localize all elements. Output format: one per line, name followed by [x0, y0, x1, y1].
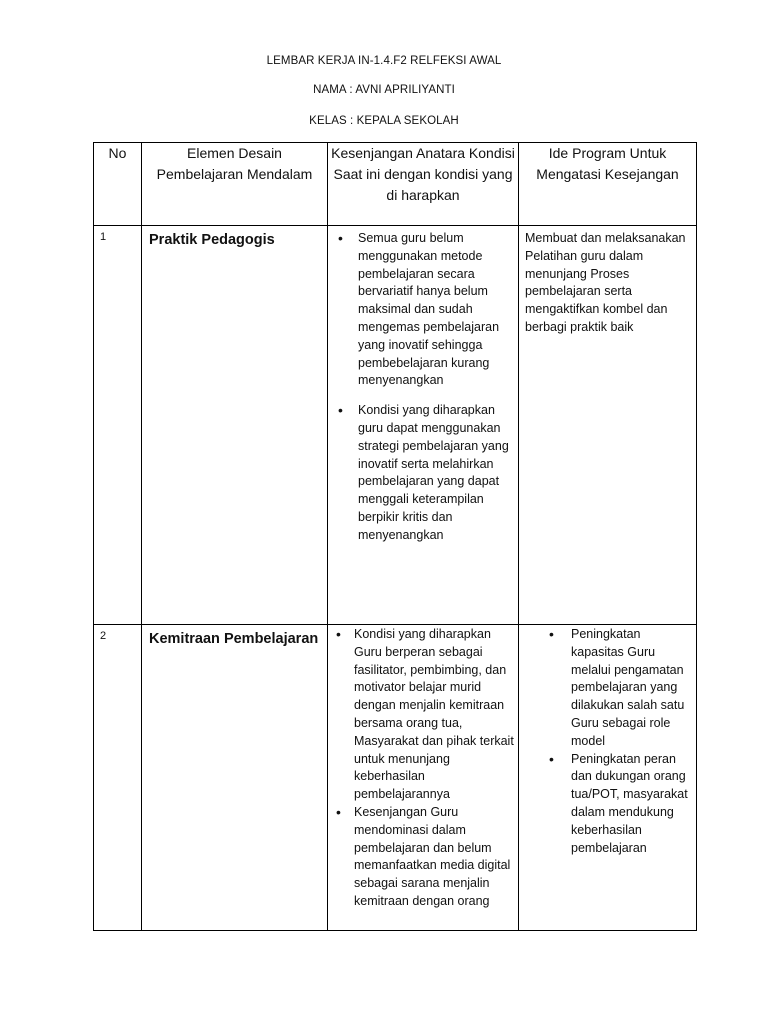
header-no: No	[94, 143, 142, 226]
element-name: Kemitraan Pembelajaran	[142, 625, 328, 931]
element-name: Praktik Pedagogis	[142, 226, 328, 625]
header-elemen: Elemen Desain Pembelajaran Mendalam	[142, 143, 328, 226]
list-item: • Kesenjangan Guru mendominasi dalam pembelajaran dan belum memanfaatkan media digital sebagai sarana menjalin kemitraan dengan orang	[328, 804, 514, 911]
header-kesenjangan: Kesenjangan Anatara Kondisi Saat ini dengan kondisi yang di harapkan	[328, 143, 519, 226]
program-idea-cell: Membuat dan melaksanakan Pelatihan guru dalam menunjang Proses pembelajaran serta mengaktifkan kombel dan berbagi praktik baik	[519, 226, 697, 625]
list-item: • Peningkatan kapasitas Guru melalui pengamatan pembelajaran yang dilakukan salah satu Guru sebagai role model	[519, 626, 692, 751]
list-item: • Kondisi yang diharapkan guru dapat menggunakan strategi pembelajaran yang inovatif serta melahirkan pembelajaran yang dapat menggali keterampilan berpikir kritis dan menyenangkan	[328, 402, 514, 544]
list-item: • Kondisi yang diharapkan Guru berperan sebagai fasilitator, pembimbing, dan motivator belajar murid dengan menjalin kemitraan bersama orang tua, Masyarakat dan pihak terkait untuk menunjang keberhasilan pembelajarannya	[328, 626, 514, 804]
list-item: • Semua guru belum menggunakan metode pembelajaran secara bervariatif hanya belum maksimal dan sudah mengemas pembelajaran yang inovatif sehingga pembebelajaran kurang menyenangkan	[328, 230, 514, 390]
gap-cell	[328, 226, 519, 625]
class-line: KELAS : KEPALA SEKOLAH	[309, 115, 459, 127]
name-line: NAMA : AVNI APRILIYANTI	[313, 84, 455, 96]
table-row	[94, 226, 697, 625]
gap-cell	[328, 625, 519, 931]
table-row	[94, 625, 697, 931]
worksheet-title: LEMBAR KERJA IN-1.4.F2 RELFEKSI AWAL	[266, 55, 502, 67]
program-idea-cell	[519, 625, 697, 931]
row-number: 2	[94, 625, 142, 931]
list-item: • Peningkatan peran dan dukungan orang tua/POT, masyarakat dalam mendukung keberhasilan pembelajaran	[519, 751, 692, 858]
row-number: 1	[94, 226, 142, 625]
header-ide: Ide Program Untuk Mengatasi Kesejangan	[519, 143, 697, 226]
table-header-row	[94, 143, 697, 226]
reflection-table	[93, 142, 697, 931]
